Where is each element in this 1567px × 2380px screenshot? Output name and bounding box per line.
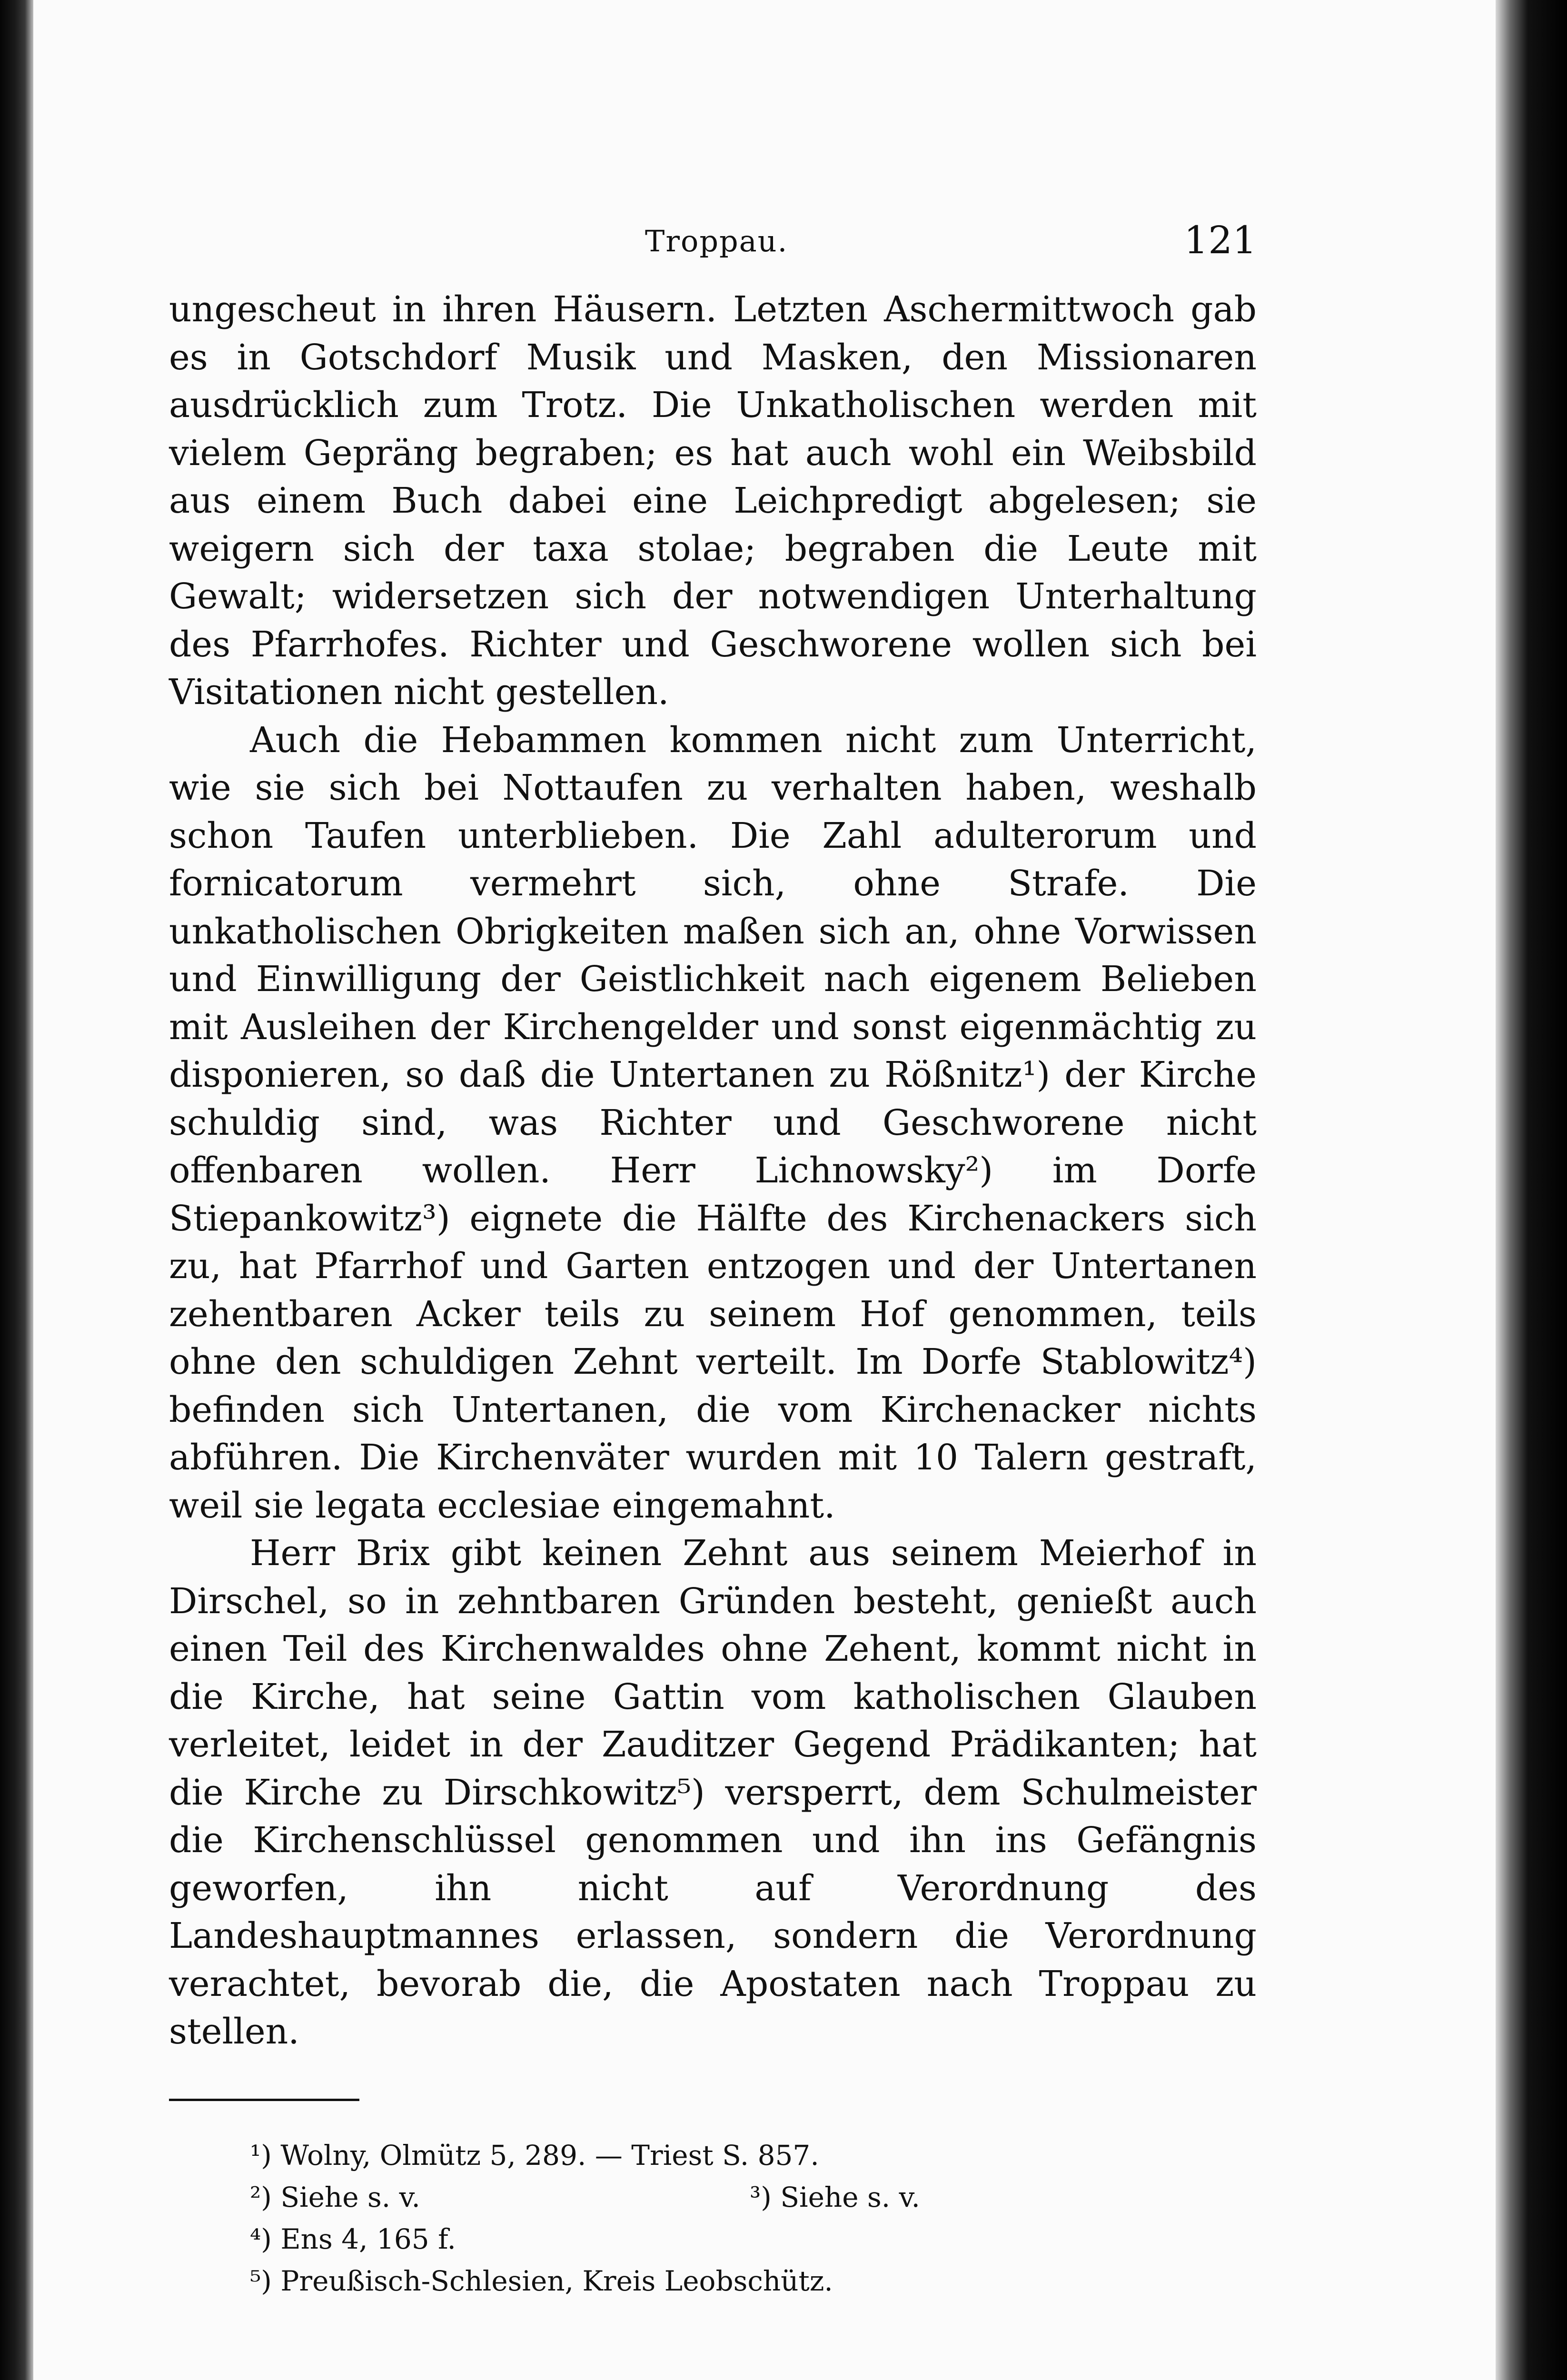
running-title: Troppau. xyxy=(645,224,788,258)
page-right-shadow xyxy=(1496,0,1567,2380)
page-left-shadow xyxy=(0,0,33,2380)
footnote-divider xyxy=(169,2099,359,2101)
page-header xyxy=(169,218,1257,286)
page-number: 121 xyxy=(1184,218,1257,262)
paragraph-3: Herr Brix gibt keinen Zehnt aus seinem Meierhof in Dirschel, so in zehntbaren Gründen besteht, genießt auch einen Teil des Kirchenwaldes ohne Zehent, kommt nicht in die Kirche, hat seine Gattin vom katholischen Glauben verleitet, leidet in der Zauditzer Gegend Prädikanten; hat die Kirche zu Dirschkowitz⁵) versperrt, dem Schulmeister die Kirchenschlüssel genommen und ihn ins Gefängnis geworfen, ihn nicht auf Verordnung des Landeshauptmannes erlassen, sondern die Verordnung verachtet, bevorab die, die Apostaten nach Troppau zu stellen. xyxy=(169,1533,1257,2052)
paragraph-2: Auch die Hebammen kommen nicht zum Unterricht, wie sie sich bei Nottaufen zu verhalten haben, weshalb schon Taufen unterblieben. Die Zahl adulterorum und fornicatorum vermehrt sich, ohne Strafe. Die unkatholischen Obrigkeiten maßen sich an, ohne Vorwissen und Einwilligung der Geistlichkeit nach eigenem Belieben mit Ausleihen der Kirchengelder und sonst eigenmächtig zu disponieren, so daß die Untertanen zu Rößnitz¹) der Kirche schuldig sind, was Richter und Geschworene nicht offenbaren wollen. Herr Lichnowsky²) im Dorfe Stiepankowitz³) eignete die Hälfte des Kirchenackers sich zu, hat Pfarrhof und Garten entzogen und der Untertanen zehentbaren Acker teils zu seinem Hof genommen, teils ohne den schuldigen Zehnt verteilt. Im Dorfe Stablowitz⁴) befinden sich Untertanen, die vom Kirchenacker nichts abführen. Die Kirchenväter wurden mit 10 Talern gestraft, weil sie legata ecclesiae eingemahnt. xyxy=(169,719,1257,1526)
paragraph-1: ungescheut in ihren Häusern. Letzten Aschermittwoch gab es in Gotschdorf Musik und Masken, den Missionaren ausdrücklich zum Trotz. Die Unkatholischen werden mit vielem Gepräng begraben; es hat auch wohl ein Weibsbild aus einem Buch dabei eine Leichpredigt abgelesen; sie weigern sich der taxa stolae; begraben die Leute mit Gewalt; widersetzen sich der notwendigen Unterhaltung des Pfarrhofes. Richter und Geschworene wollen sich bei Visitationen nicht gestellen. xyxy=(169,289,1257,713)
footnote-4 xyxy=(250,2218,1257,2260)
footnote-3-text: ³) Siehe s. v. xyxy=(750,2181,920,2213)
footnote-2-text: ²) Siehe s. v. xyxy=(250,2181,420,2213)
footnote-row-2-3 xyxy=(250,2176,1257,2218)
page-content xyxy=(169,218,1257,2302)
footnote-1-text: ¹) Wolny, Olmütz 5, 289. — Triest S. 857. xyxy=(250,2139,819,2172)
footnotes xyxy=(169,2134,1257,2302)
footnote-5 xyxy=(250,2260,1257,2302)
footnote-1 xyxy=(250,2134,1257,2176)
footnote-5-text: ⁵) Preußisch-Schlesien, Kreis Leobschütz. xyxy=(250,2264,833,2297)
footnote-4-text: ⁴) Ens 4, 165 f. xyxy=(250,2222,456,2255)
